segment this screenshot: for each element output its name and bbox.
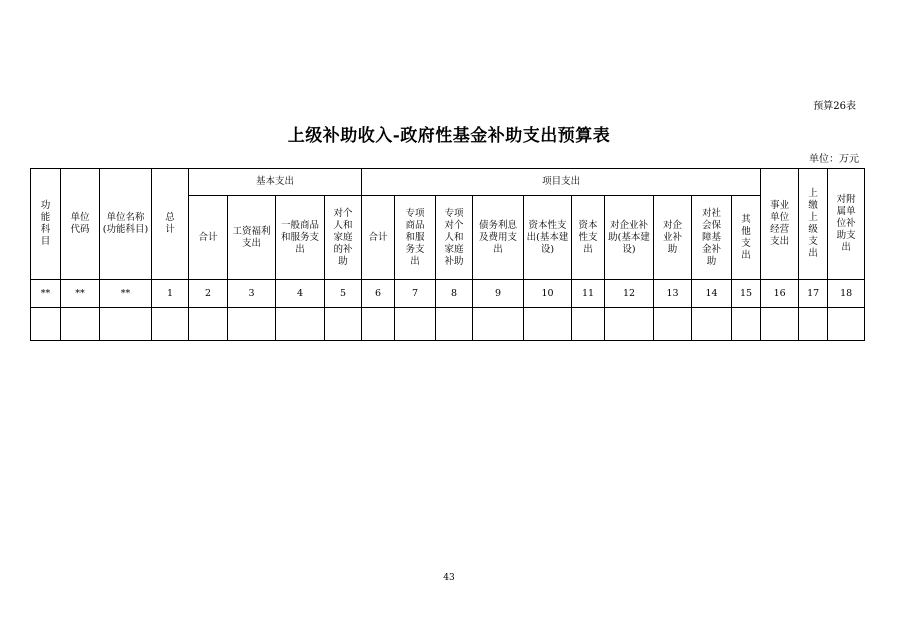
index-cell: 14: [692, 280, 732, 308]
index-cell: **: [61, 280, 100, 308]
header-total: 总计: [152, 169, 189, 280]
data-cell: [362, 308, 395, 341]
page-number: 43: [443, 573, 455, 583]
index-cell: 1: [152, 280, 189, 308]
index-cell: 16: [761, 280, 799, 308]
index-cell: 6: [362, 280, 395, 308]
data-cell: [654, 308, 692, 341]
index-cell: 11: [572, 280, 605, 308]
column-index-row: [31, 280, 865, 308]
index-cell: 5: [325, 280, 362, 308]
header-proj-other: 其他支出: [732, 196, 761, 280]
index-cell: 13: [654, 280, 692, 308]
form-number: 预算26表: [813, 101, 856, 112]
data-cell: [276, 308, 325, 341]
unit-label: 单位：万元: [809, 154, 859, 165]
data-cell: [732, 308, 761, 341]
data-cell: [524, 308, 572, 341]
index-cell: **: [100, 280, 152, 308]
index-cell: 2: [189, 280, 228, 308]
data-cell: [572, 308, 605, 341]
header-business: 事业单位经营支出: [761, 169, 799, 280]
index-cell: 18: [828, 280, 865, 308]
data-cell: [605, 308, 654, 341]
index-cell: 3: [228, 280, 276, 308]
data-cell: [761, 308, 799, 341]
header-unit-name: 单位名称(功能科目): [100, 169, 152, 280]
header-proj-debt: 债务利息及费用支出: [473, 196, 524, 280]
data-cell: [799, 308, 828, 341]
header-basic-wage: 工资福利支出: [228, 196, 276, 280]
index-cell: 17: [799, 280, 828, 308]
header-proj-capital-build: 资本性支出(基本建设): [524, 196, 572, 280]
data-cell: [828, 308, 865, 341]
data-cell: [152, 308, 189, 341]
header-basic-goods: 一般商品和服务支出: [276, 196, 325, 280]
data-cell: [692, 308, 732, 341]
document-title: 上级补助收入-政府性基金补助支出预算表: [287, 126, 611, 146]
data-cell: [473, 308, 524, 341]
data-cell: [31, 308, 61, 341]
header-proj-capital: 资本性支出: [572, 196, 605, 280]
header-proj-goods: 专项商品和服务支出: [395, 196, 436, 280]
header-proj-social: 对社会保障基金补助: [692, 196, 732, 280]
header-proj-enterprise: 对企业补助: [654, 196, 692, 280]
data-cell: [100, 308, 152, 341]
index-cell: 4: [276, 280, 325, 308]
data-cell: [228, 308, 276, 341]
header-basic-personal: 对个人和家庭的补助: [325, 196, 362, 280]
header-basic-group: 基本支出: [189, 169, 362, 196]
empty-data-row: [31, 308, 865, 341]
data-cell: [61, 308, 100, 341]
header-unit-code: 单位代码: [61, 169, 100, 280]
header-proj-personal: 专项对个人和家庭补助: [436, 196, 473, 280]
index-cell: 9: [473, 280, 524, 308]
header-proj-enterprise-build: 对企业补助(基本建设): [605, 196, 654, 280]
header-upper-payment: 上缴上级支出: [799, 169, 828, 280]
header-affiliated: 对附属单位补助支出: [828, 169, 865, 280]
index-cell: 8: [436, 280, 473, 308]
data-cell: [395, 308, 436, 341]
header-func-subject: 功能科目: [31, 169, 61, 280]
header-basic-total: 合计: [189, 196, 228, 280]
header-proj-total: 合计: [362, 196, 395, 280]
budget-table: [30, 168, 865, 341]
index-cell: 12: [605, 280, 654, 308]
index-cell: **: [31, 280, 61, 308]
index-cell: 7: [395, 280, 436, 308]
data-cell: [436, 308, 473, 341]
data-cell: [189, 308, 228, 341]
header-project-group: 项目支出: [362, 169, 761, 196]
index-cell: 10: [524, 280, 572, 308]
index-cell: 15: [732, 280, 761, 308]
data-cell: [325, 308, 362, 341]
